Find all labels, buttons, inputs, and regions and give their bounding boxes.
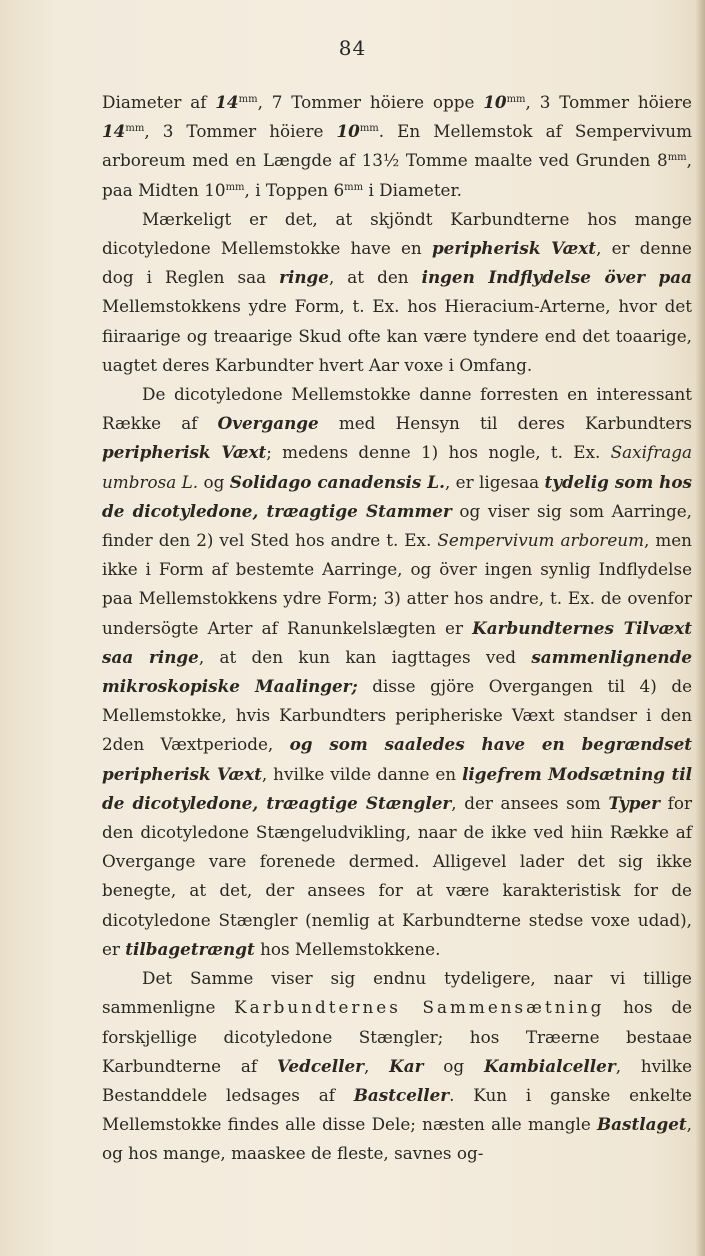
text-run: Det Samme viser sig endnu tydeligere, naar vi tillige sammenligne [102, 968, 692, 1018]
emphasis-text: Bastlaget [596, 1114, 687, 1135]
text-run: , at den kun kan iagttages ved [198, 646, 532, 667]
text-run: for den dicotyledone Stængeludvikling, naar de ikke ved hiin Række af Overgange vare forenede dermed. Alligevel lader det sig ikke benegte, at det, der ansees for at være karakteristisk for de dicotyledone Stængler (nemlig at Karbundterne stedse voxe udad), er [102, 792, 692, 959]
text-run: Mellemstokkens ydre Form, t. Ex. hos Hieracium-Arterne, hvor det fiiraarige og treaarige Skud ofte kan være tyndere end det toaarige, uagtet deres Karbundter hvert Aar voxe i Omfang. [102, 296, 692, 375]
emphasis-text: ingen Indflydelse över paa [421, 267, 692, 288]
text-run: , hvilke Bestanddele ledsages af [102, 1055, 692, 1105]
emphasis-text: Vedceller [276, 1055, 365, 1076]
text-run: disse gjöre Overgangen til 4) de Mellemstokke, hvis Karbundters peripheriske Væxt standser i den 2den Væxtperiode, [102, 676, 692, 755]
text-run: hos Mellemstokkene. [254, 938, 441, 959]
emphasis-text: Typer [608, 792, 661, 813]
emphasis-text: ligefrem Modsætning til de dicotyledone, træagtige Stængler [102, 763, 692, 813]
emphasis-text: Kar [389, 1055, 424, 1076]
emphasis-text: Solidago canadensis L. [229, 471, 445, 492]
unit-superscript: mm [344, 181, 364, 193]
spaced-text: Karbundternes Sammensætning [234, 997, 605, 1018]
emphasis-text: Overgange [217, 413, 319, 434]
text-run: , at den [328, 267, 422, 288]
emphasis-text: Kambialceller [483, 1055, 616, 1076]
unit-superscript: mm [225, 181, 245, 193]
text-run: , i Toppen 6 [244, 179, 345, 200]
page-number: 84 [338, 36, 367, 60]
paragraph [102, 88, 692, 205]
text-run: Mærkeligt er det, at skjöndt Karbundterne hos mange dicotyledone Mellemstokke have en [102, 208, 692, 259]
unit-superscript: mm [667, 152, 687, 164]
unit-superscript: mm [506, 94, 526, 105]
text-run: , der ansees som [451, 792, 609, 813]
italic-text: Sempervivum arboreum [437, 530, 644, 551]
emphasis-text: og som saaledes have en begrændset peripherisk Væxt [102, 734, 693, 784]
text-run: ; medens denne 1) hos nogle, t. Ex. [266, 442, 611, 463]
text-run: , 3 Tommer höiere [144, 121, 337, 142]
text-run: Diameter af [102, 92, 216, 112]
text-run: , og hos mange, maaskee de fleste, savnes og- [102, 1114, 692, 1164]
text-run: . Kun i ganske enkelte Mellemstokke findes alle disse Dele; næsten alle mangle [102, 1084, 692, 1135]
emphasis-text: 10 [483, 92, 507, 112]
emphasis-text: ringe [279, 267, 329, 288]
emphasis-text: tilbagetrængt [125, 938, 255, 959]
text-run: , er denne dog i Reglen saa [102, 238, 692, 288]
emphasis-text: peripherisk Væxt [431, 238, 597, 259]
page-edge-shadow [695, 0, 705, 1256]
emphasis-text: 14 [215, 92, 239, 112]
paragraph [102, 205, 692, 380]
emphasis-text: 10 [336, 121, 360, 142]
paragraph [102, 380, 692, 964]
text-run: i Diameter. [363, 179, 463, 200]
emphasis-text: Karbundternes Tilvæxt saa ringe [102, 617, 692, 667]
text-run: , 7 Tommer höiere oppe [257, 92, 484, 112]
emphasis-text: tydelig som hos de dicotyledone, træagtige Stammer [102, 471, 692, 521]
text-run: . En Mellemstok af Sempervivum arboreum med en Længde af 13½ Tomme maalte ved Grunden 8 [102, 121, 692, 171]
italic-text: Saxifraga umbrosa L. [102, 442, 692, 492]
paragraph [102, 964, 692, 1168]
emphasis-text: 14 [102, 121, 126, 142]
text-run: hos de forskjellige dicotyledone Stængler; hos Træerne bestaae Karbundterne af [102, 997, 692, 1076]
text-run: , 3 Tommer höiere [525, 92, 692, 112]
text-run: og [198, 471, 230, 492]
text-run: og viser sig som Aarringe, finder den 2) vel Sted hos andre t. Ex. [102, 500, 692, 551]
unit-superscript: mm [238, 94, 258, 105]
text-run: , paa Midten 10 [102, 150, 692, 200]
text-run: og [423, 1055, 484, 1076]
text-run: med Hensyn til deres Karbundters [318, 413, 692, 434]
emphasis-text: peripherisk Væxt [102, 442, 267, 463]
body-text [102, 88, 692, 1169]
text-run: , men ikke i Form af bestemte Aarringe, og över ingen synlig Indflydelse paa Mellemstokkens ydre Form; 3) atter hos andre, t. Ex. de ovenfor undersögte Arter af Ranunkelslægten er [102, 530, 692, 638]
unit-superscript: mm [125, 123, 145, 135]
text-run: , hvilke vilde danne en [261, 763, 463, 784]
emphasis-text: sammenlignende mikroskopiske Maalinger; [102, 646, 693, 697]
text-run: , [364, 1055, 390, 1076]
unit-superscript: mm [359, 123, 379, 135]
text-run: De dicotyledone Mellemstokke danne forresten en interessant Række af [102, 384, 692, 434]
emphasis-text: Bastceller [353, 1084, 450, 1105]
text-run: , er ligesaa [444, 471, 545, 492]
